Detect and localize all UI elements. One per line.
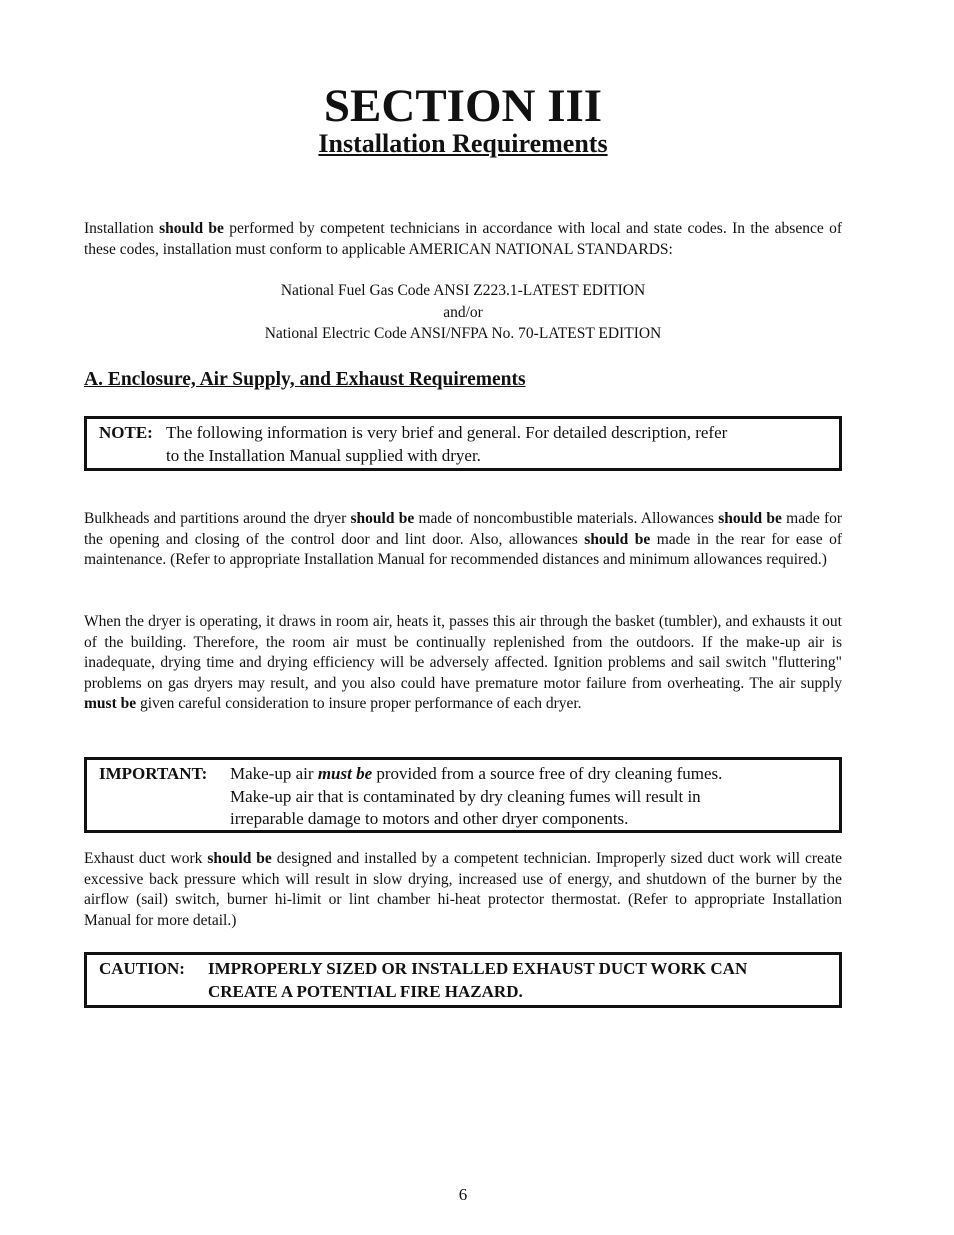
standard-and-or: and/or: [443, 303, 483, 321]
intro-paragraph: Installation should be performed by competent technicians in accordance with local and state codes. In the absence of these codes, installation must conform to applicable AMERICAN NATIONAL STANDARDS:: [84, 220, 842, 258]
note-label: NOTE:: [99, 423, 153, 442]
section-subtitle: Installation Requirements: [318, 129, 608, 158]
exhaust-paragraph: Exhaust duct work should be designed and installed by a competent technician. Improperly sized duct work will create excessive back pressure which will result in slow drying, increased use of energy, and shutdown of the burner by the airflow (sail) switch, burner hi-limit or lint chamber hi-heat protector thermostat. (Refer to appropriate Installation Manual for more detail.): [84, 850, 843, 929]
standards-list: [0, 280, 926, 345]
important-box: [84, 757, 842, 833]
operating-paragraph: When the dryer is operating, it draws in room air, heats it, passes this air through the basket (tumbler), and exhausts it out of the building. Therefore, the room air must be continually replenished from the outdoors. If the make-up air is inadequate, drying time and drying efficiency will be adversely affected. Ignition problems and sail switch "fluttering" problems on gas dryers may result, and you also could have premature motor failure from overheating. The air supply must be given careful consideration to insure proper performance of each dryer.: [84, 613, 842, 713]
important-text: Make-up air must be provided from a source free of dry cleaning fumes. Make-up air that is contaminated by dry cleaning fumes will result in irreparable damage to motors and other dryer components.: [230, 764, 723, 828]
standard-electric-code: National Electric Code ANSI/NFPA No. 70-LATEST EDITION: [264, 325, 662, 342]
section-title: SECTION III: [323, 80, 603, 132]
note-box: [84, 416, 842, 471]
note-text: The following information is very brief and general. For detailed description, refer to the Installation Manual supplied with dryer.: [166, 423, 728, 465]
section-a-heading: A. Enclosure, Air Supply, and Exhaust Requirements: [84, 369, 526, 390]
caution-label: CAUTION:: [99, 959, 185, 978]
emphasis-should-be: should be: [159, 220, 224, 237]
bulkheads-paragraph: Bulkheads and partitions around the dryer should be made of noncombustible materials. Allowances should be made for the opening and closing of the control door and lint door. Also, allowances should be made in the rear for ease of maintenance. (Refer to appropriate Installation Manual for recommended distances and minimum allowances required.): [84, 510, 843, 569]
page-number: 6: [458, 1185, 468, 1204]
important-label: IMPORTANT:: [99, 764, 208, 783]
caution-text: IMPROPERLY SIZED OR INSTALLED EXHAUST DUCT WORK CAN CREATE A POTENTIAL FIRE HAZARD.: [208, 959, 748, 1001]
standard-fuel-gas-code: National Fuel Gas Code ANSI Z223.1-LATEST EDITION: [280, 282, 646, 299]
caution-box: [84, 952, 842, 1008]
